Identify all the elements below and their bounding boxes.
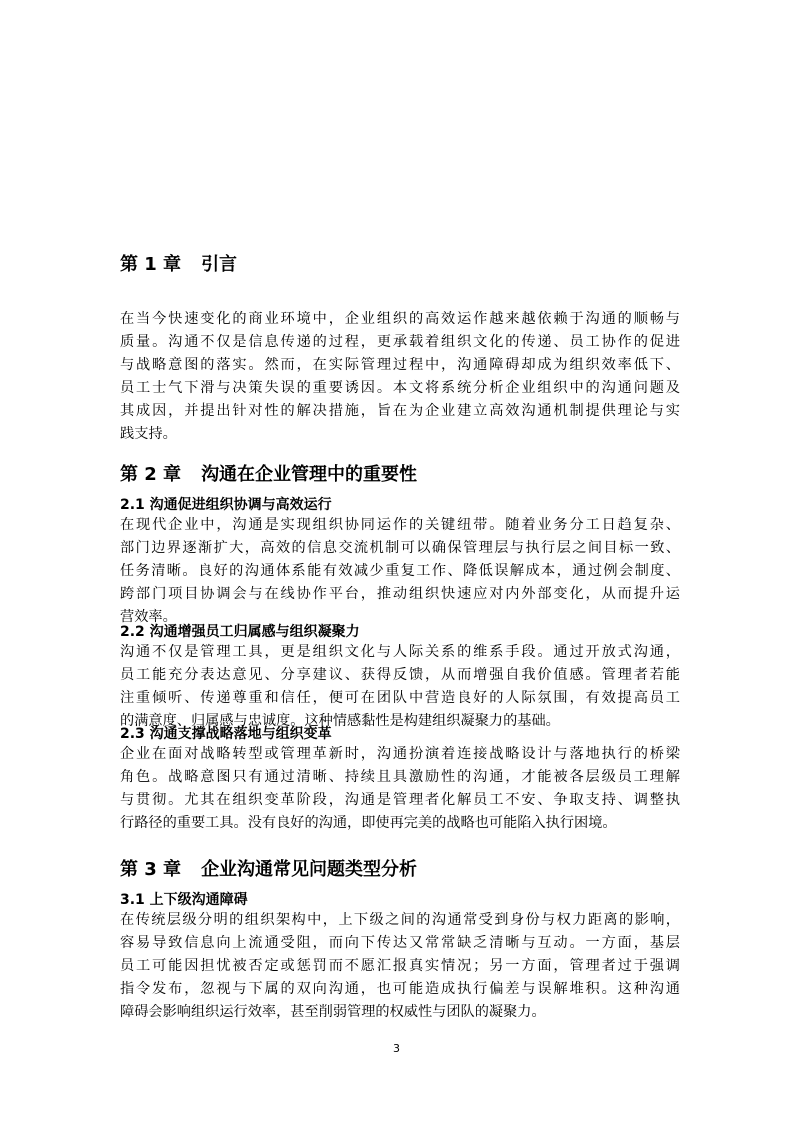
section-3-1-paragraph: [120, 909, 680, 1024]
chapter-3-title: 企业沟通常见问题类型分析: [201, 859, 418, 880]
paragraph-line: 践支持。: [120, 426, 177, 442]
paragraph-line: 员工能充分表达意见、分享建议、获得反馈，从而增强自我价值感。管理者若能: [120, 667, 680, 683]
paragraph-line: 员工可能因担忧被否定或惩罚而不愿汇报真实情况；另一方面，管理者过于强调: [120, 958, 680, 974]
chapter-1-title: 引言: [201, 254, 238, 275]
chapter-3-number: 第 3 章: [120, 859, 182, 880]
paragraph-line: 沟通不仅是管理工具，更是组织文化与人际关系的维系手段。通过开放式沟通，: [120, 644, 680, 660]
section-2-2-heading: 2.2 沟通增强员工归属感与组织凝聚力: [120, 624, 360, 640]
paragraph-line: 质量。沟通不仅是信息传递的过程，更承载着组织文化的传递、员工协作的促进: [120, 334, 680, 350]
paragraph-line: 注重倾听、传递尊重和信任，便可在团队中营造良好的人际氛围，有效提高员工: [120, 690, 680, 706]
section-3-1-heading: 3.1 上下级沟通障碍: [120, 892, 248, 908]
paragraph-line: 员工士气下滑与决策失误的重要诱因。本文将系统分析企业组织中的沟通问题及: [120, 380, 680, 396]
chapter-3-heading: [120, 858, 417, 882]
paragraph-line: 的满意度、归属感与忠诚度。这种情感黏性是构建组织凝聚力的基础。: [120, 713, 560, 729]
section-2-1-heading: 2.1 沟通促进组织协调与高效运行: [120, 497, 332, 513]
paragraph-line: 在当今快速变化的商业环境中，企业组织的高效运作越来越依赖于沟通的顺畅与: [120, 311, 680, 327]
paragraph-line: 行路径的重要工具。没有良好的沟通，即使再完美的战略也可能陷入执行困境。: [120, 815, 617, 831]
paragraph-line: 企业在面对战略转型或管理革新时，沟通扮演着连接战略设计与落地执行的桥梁: [120, 746, 680, 762]
chapter-1-paragraph: [120, 308, 680, 446]
section-2-3-paragraph: [120, 743, 680, 835]
paragraph-line: 部门边界逐渐扩大，高效的信息交流机制可以确保管理层与执行层之间目标一致、: [120, 540, 680, 556]
chapter-2-number: 第 2 章: [120, 464, 182, 485]
chapter-2-title: 沟通在企业管理中的重要性: [201, 464, 418, 485]
paragraph-line: 任务清晰。良好的沟通体系能有效减少重复工作、降低误解成本，通过例会制度、: [120, 563, 680, 579]
paragraph-line: 营效率。: [120, 609, 177, 625]
paragraph-line: 在现代企业中，沟通是实现组织协同运作的关键纽带。随着业务分工日趋复杂、: [120, 517, 680, 533]
paragraph-line: 与贯彻。尤其在组织变革阶段，沟通是管理者化解员工不安、争取支持、调整执: [120, 792, 680, 808]
chapter-2-heading: [120, 463, 417, 487]
paragraph-line: 角色。战略意图只有通过清晰、持续且具激励性的沟通，才能被各层级员工理解: [120, 769, 680, 785]
paragraph-line: 其成因，并提出针对性的解决措施，旨在为企业建立高效沟通机制提供理论与实: [120, 403, 680, 419]
paragraph-line: 跨部门项目协调会与在线协作平台，推动组织快速应对内外部变化，从而提升运: [120, 586, 680, 602]
paragraph-line: 与战略意图的落实。然而，在实际管理过程中，沟通障碍却成为组织效率低下、: [120, 357, 680, 373]
paragraph-line: 障碍会影响组织运行效率，甚至削弱管理的权威性与团队的凝聚力。: [120, 1004, 546, 1020]
page-number: 3: [393, 1042, 400, 1055]
section-2-3-heading: 2.3 沟通支撑战略落地与组织变革: [120, 726, 332, 742]
paragraph-line: 在传统层级分明的组织架构中，上下级之间的沟通常受到身份与权力距离的影响，: [120, 912, 680, 928]
paragraph-line: 容易导致信息向上流通受阻，而向下传达又常常缺乏清晰与互动。一方面，基层: [120, 935, 680, 951]
paragraph-line: 指令发布，忽视与下属的双向沟通，也可能造成执行偏差与误解堆积。这种沟通: [120, 981, 680, 997]
chapter-1-number: 第 1 章: [120, 254, 182, 275]
section-2-2-paragraph: [120, 641, 680, 733]
chapter-1-heading: [120, 253, 237, 277]
section-2-1-paragraph: [120, 514, 680, 629]
